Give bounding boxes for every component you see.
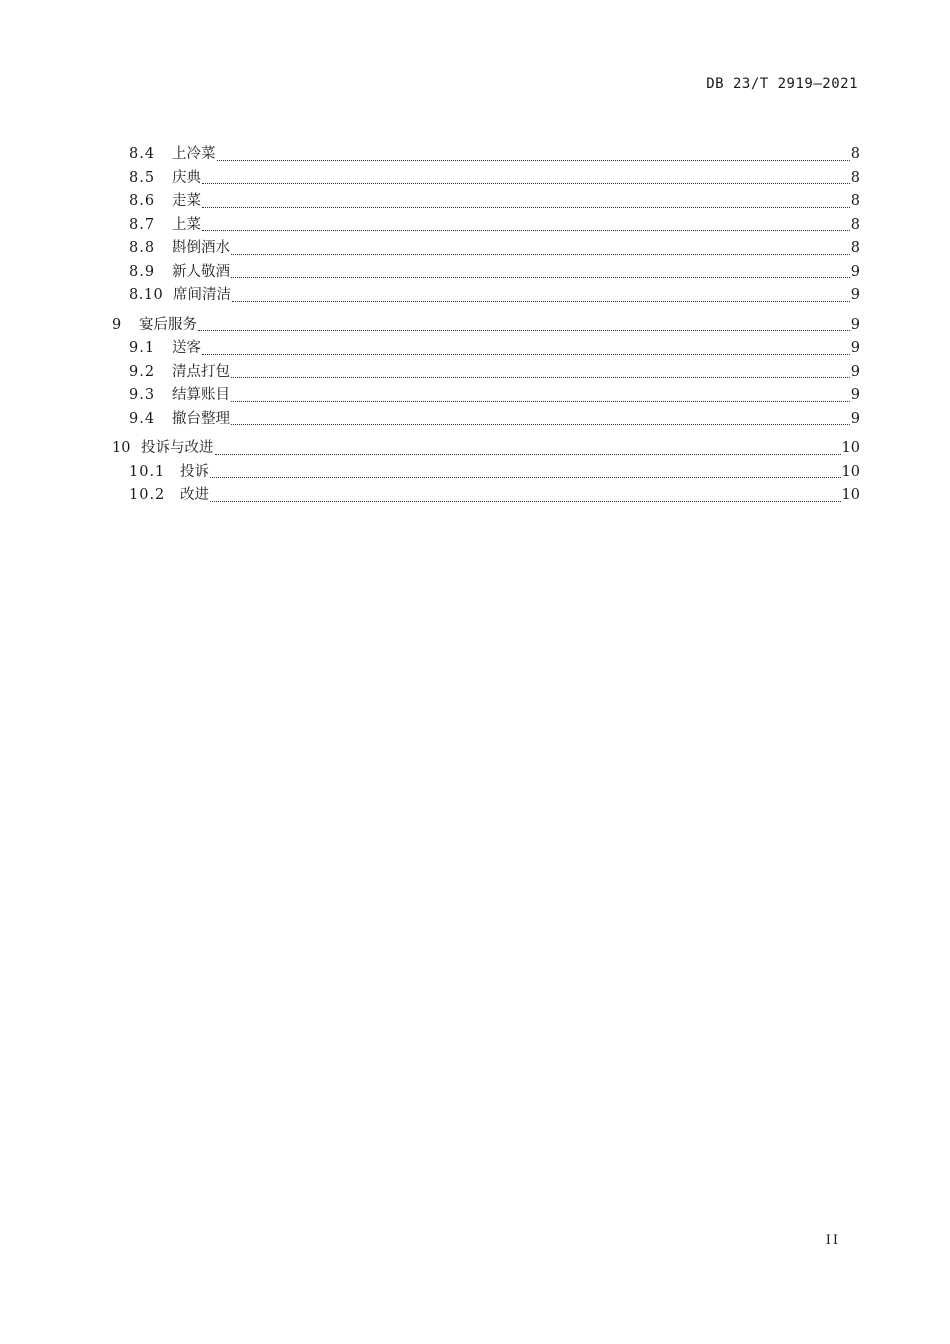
- toc-leader-dots: [215, 453, 841, 455]
- toc-leader-dots: [202, 229, 850, 231]
- toc-entry-number: 8.4: [129, 146, 156, 162]
- toc-entry-page: 9: [850, 340, 860, 356]
- toc-entry-title: 上菜: [172, 216, 201, 233]
- toc-leader-dots: [198, 329, 850, 331]
- document-code: DB 23/T 2919—2021: [706, 76, 858, 92]
- toc-entry-title: 撤台整理: [172, 410, 230, 427]
- toc-leader-dots: [210, 476, 841, 478]
- toc-entry-number: 8.9: [129, 263, 156, 280]
- toc-leader-dots: [210, 500, 841, 502]
- toc-entry-number: 9.1: [129, 340, 156, 356]
- toc-entry-number: 8.10: [129, 287, 164, 303]
- toc-entry[interactable]: [112, 214, 860, 238]
- toc-entry-title: 改进: [180, 487, 209, 503]
- toc-entry-page: 9: [850, 263, 860, 280]
- toc-entry[interactable]: [112, 408, 860, 432]
- toc-leader-dots: [217, 159, 850, 161]
- toc-entry[interactable]: [112, 167, 860, 191]
- toc-entry[interactable]: [112, 261, 860, 285]
- toc-entry[interactable]: [112, 284, 860, 308]
- toc-entry[interactable]: [112, 437, 860, 461]
- toc-entry-number: 10: [112, 440, 131, 456]
- toc-entry[interactable]: [112, 237, 860, 261]
- toc-entry[interactable]: [112, 484, 860, 508]
- toc-leader-dots: [232, 300, 850, 302]
- toc-entry[interactable]: [112, 361, 860, 385]
- toc-entry[interactable]: [112, 143, 860, 167]
- toc-entry-title: 投诉与改进: [141, 440, 214, 456]
- toc-entry-page: 9: [850, 287, 860, 303]
- toc-entry-page: 9: [850, 363, 860, 380]
- toc-leader-dots: [202, 353, 850, 355]
- toc-entry-number: 9.3: [129, 387, 156, 403]
- toc-leader-dots: [202, 182, 850, 184]
- toc-entry-title: 席间清洁: [173, 287, 231, 303]
- toc-entry-title: 清点打包: [172, 363, 230, 380]
- toc-entry-title: 新人敬酒: [172, 263, 230, 280]
- table-of-contents: [112, 143, 860, 508]
- toc-entry-number: 8.7: [129, 216, 156, 233]
- toc-entry[interactable]: [112, 314, 860, 338]
- toc-entry-title: 庆典: [172, 169, 201, 186]
- toc-entry-title: 走菜: [172, 193, 201, 209]
- toc-entry-page: 10: [841, 487, 860, 503]
- toc-entry[interactable]: [112, 337, 860, 361]
- toc-entry-number: 9: [112, 316, 122, 333]
- toc-entry-page: 10: [841, 440, 860, 456]
- toc-entry-title: 结算账目: [172, 387, 230, 403]
- toc-entry-title: 投诉: [180, 463, 209, 480]
- toc-entry-page: 10: [841, 463, 860, 480]
- toc-entry-number: 8.8: [129, 240, 156, 256]
- toc-entry-number: 8.5: [129, 169, 156, 186]
- toc-entry-page: 8: [850, 146, 860, 162]
- toc-entry-number: 8.6: [129, 193, 156, 209]
- toc-entry-title: 送客: [172, 340, 201, 356]
- toc-entry-title: 斟倒酒水: [172, 240, 230, 256]
- toc-entry-number: 10.2: [129, 487, 166, 503]
- toc-entry-page: 8: [850, 216, 860, 233]
- toc-entry-page: 8: [850, 193, 860, 209]
- toc-entry-page: 8: [850, 169, 860, 186]
- toc-leader-dots: [231, 400, 850, 402]
- toc-leader-dots: [231, 276, 850, 278]
- toc-leader-dots: [231, 376, 850, 378]
- toc-entry-page: 8: [850, 240, 860, 256]
- toc-entry-page: 9: [850, 316, 860, 333]
- toc-leader-dots: [202, 206, 850, 208]
- toc-leader-dots: [231, 253, 850, 255]
- page-number: II: [825, 1233, 840, 1248]
- toc-entry-number: 9.2: [129, 363, 156, 380]
- toc-entry-number: 9.4: [129, 410, 156, 427]
- toc-entry-page: 9: [850, 410, 860, 427]
- toc-entry[interactable]: [112, 190, 860, 214]
- toc-entry-title: 宴后服务: [139, 316, 197, 333]
- toc-entry[interactable]: [112, 461, 860, 485]
- toc-entry-page: 9: [850, 387, 860, 403]
- toc-leader-dots: [231, 423, 850, 425]
- toc-entry[interactable]: [112, 384, 860, 408]
- toc-entry-number: 10.1: [129, 463, 166, 480]
- toc-entry-title: 上冷菜: [172, 146, 216, 162]
